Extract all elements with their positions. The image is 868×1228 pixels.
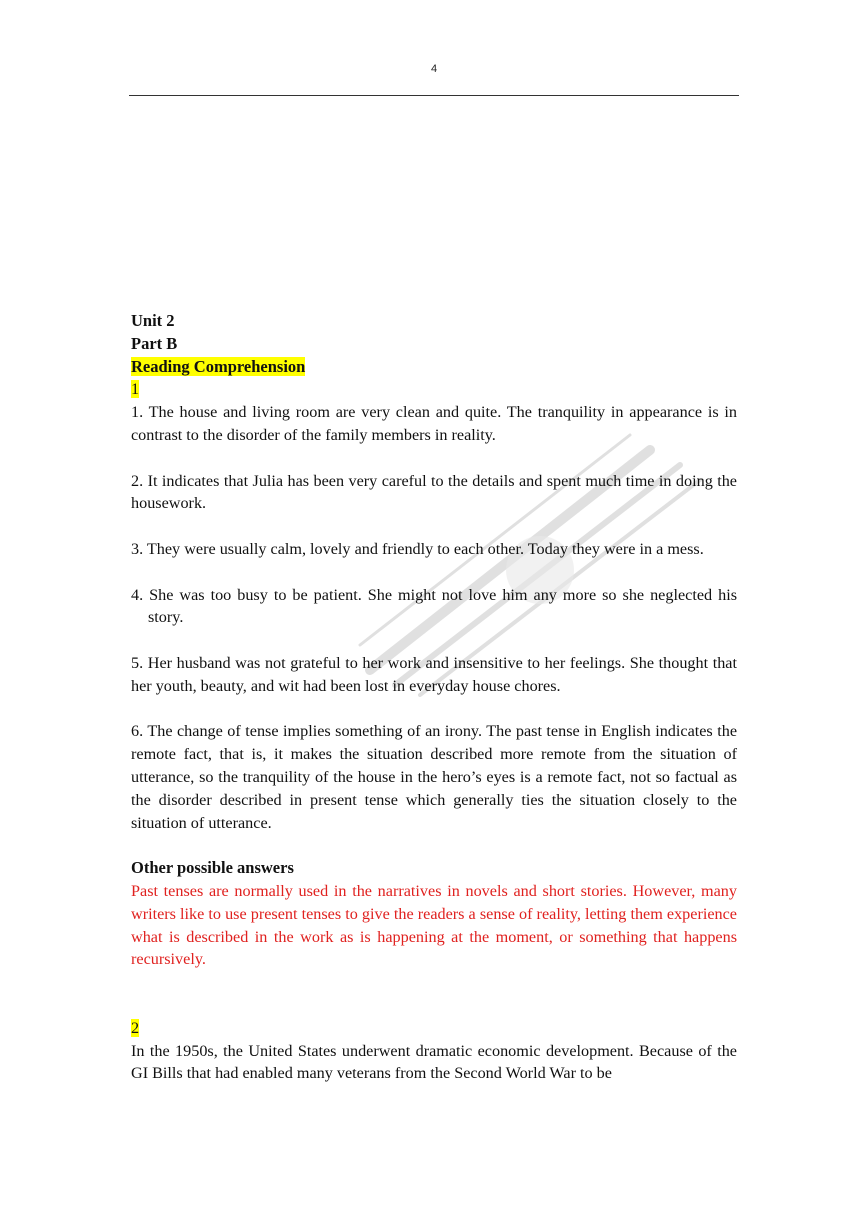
answer-1: 1. The house and living room are very clean and quite. The tranquility in appearance is in contrast to the disorder of the family members in reality. — [131, 403, 737, 444]
answer-2: 2. It indicates that Julia has been very careful to the details and spent much time in doing the housework. — [131, 471, 737, 513]
answer-3: 3. They were usually calm, lovely and friendly to each other. Today they were in a mess. — [131, 539, 704, 558]
page-number: 4 — [430, 63, 438, 75]
document-body — [131, 310, 737, 1085]
answer-5: 5. Her husband was not grateful to her work and insensitive to her feelings. She thought that her youth, beauty, and wit had been lost in everyday house chores. — [131, 653, 737, 695]
exercise-2-text: In the 1950s, the United States underwent dramatic economic development. Because of the GI Bills that had enabled many veterans from the Second World War to be — [131, 1041, 737, 1083]
other-answers-title: Other possible answers — [131, 858, 294, 878]
other-answers-text: Past tenses are normally used in the narratives in novels and short stories. However, many writers like to use present tenses to give the readers a sense of reality, letting them experience what is described in the work as is happening at the moment, or something that happens recursively. — [131, 881, 737, 969]
answer-4: 4. She was too busy to be patient. She might not love him any more so she neglected his story. — [131, 585, 737, 627]
answer-6: 6. The change of tense implies something of an irony. The past tense in English indicates the remote fact, that is, it makes the situation described more remote from the situation of utterance, so the tranquility of the house in the hero’s eyes is a remote fact, not so factual as the disorder described in present tense which generally ties the situation closely to the situation of utterance. — [131, 722, 737, 832]
exercise-1-label: 1 — [131, 380, 140, 399]
section-title: Reading Comprehension — [131, 356, 306, 376]
header-rule — [129, 95, 739, 96]
part-title: Part B — [131, 333, 178, 353]
exercise-2-label: 2 — [131, 1018, 140, 1037]
unit-title: Unit 2 — [131, 311, 175, 330]
